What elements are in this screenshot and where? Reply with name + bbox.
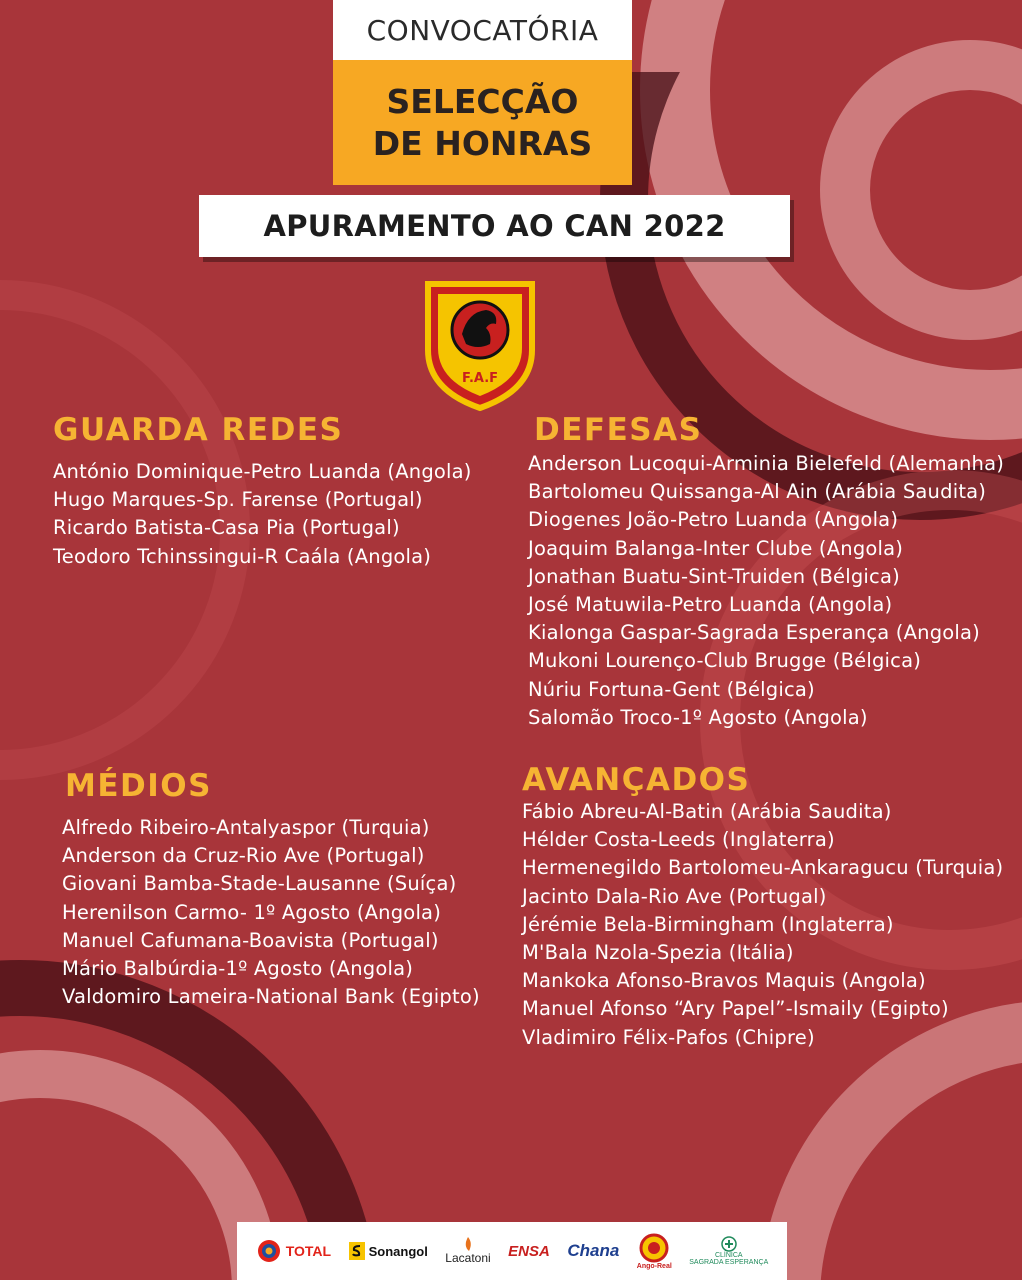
section-midfielders [62,768,480,1011]
sonangol-logo-icon [349,1242,365,1260]
sponsor-sonangol [349,1242,428,1260]
list-item: Alfredo Ribeiro-Antalyaspor (Turquia) [62,816,430,839]
list-item: Herenilson Carmo- 1º Agosto (Angola) [62,900,442,924]
sponsor-chana [567,1241,619,1261]
forwards-list [522,798,1003,1052]
midfielders-title: MÉDIOS [65,768,212,804]
list-item: Diogenes João-Petro Luanda (Angola) [528,508,899,532]
ensa-label: ENSA [508,1242,550,1260]
list-item: Kialonga Gaspar-Sagrada Esperança (Angola) [528,621,980,645]
angoreal-label: Ango-Real [636,1262,672,1270]
sonangol-label: Sonangol [368,1243,428,1259]
clinica-label-2: SAGRADA ESPERANÇA [689,1259,769,1266]
sponsor-total [256,1238,331,1264]
list-item: Hermenegildo Bartolomeu-Ankaragucu (Turquia) [522,856,1004,880]
list-item: Anderson da Cruz-Rio Ave (Portugal) [62,844,425,868]
lacatoni-flame-icon [462,1237,474,1251]
total-label: TOTAL [285,1243,332,1259]
section-forwards [522,762,1003,1052]
sponsor-angoreal [637,1233,672,1270]
forwards-title: AVANÇADOS [522,762,751,798]
chana-label: Chana [567,1241,620,1260]
list-item: Fábio Abreu-Al-Batin (Arábia Saudita) [522,800,892,823]
list-item: José Matuwila-Petro Luanda (Angola) [528,593,893,617]
background-arc-top-right-pink [820,40,1022,340]
list-item: Teodoro Tchinssingui-R Caála (Angola) [53,544,432,568]
midfielders-list [62,814,480,1011]
list-item: Mankoka Afonso-Bravos Maquis (Angola) [522,969,926,993]
list-item: Jérémie Bela-Birmingham (Inglaterra) [522,912,894,936]
banner-text: APURAMENTO AO CAN 2022 [263,209,726,243]
angoreal-logo-icon [639,1233,669,1263]
list-item: Bartolomeu Quissanga-Al Ain (Arábia Saudita) [528,480,987,504]
title-line-2: DE HONRAS [372,123,593,163]
defenders-list [528,450,1004,732]
sponsor-clinica [689,1236,768,1266]
list-item: Valdomiro Lameira-National Bank (Egipto) [62,985,480,1009]
list-item: Jacinto Dala-Rio Ave (Portugal) [522,884,827,908]
header-title-box [333,60,632,185]
list-item: António Dominique-Petro Luanda (Angola) [53,460,472,483]
list-item: Mário Balbúrdia-1º Agosto (Angola) [62,957,414,981]
clinica-cross-icon [721,1236,737,1252]
list-item: Manuel Afonso “Ary Papel”-Ismaily (Egipto) [522,997,949,1021]
list-item: Anderson Lucoqui-Arminia Bielefeld (Alemanha) [528,452,1005,475]
sponsor-lacatoni [445,1237,490,1265]
header-banner [199,195,790,257]
list-item: Salomão Troco-1º Agosto (Angola) [528,705,868,729]
lacatoni-label: Lacatoni [445,1251,491,1265]
list-item: Vladimiro Félix-Pafos (Chipre) [522,1025,815,1049]
list-item: Núriu Fortuna-Gent (Bélgica) [528,677,815,701]
list-item: Jonathan Buatu-Sint-Truiden (Bélgica) [528,564,900,588]
crest-label: F.A.F [461,371,499,386]
goalkeepers-title: GUARDA REDES [53,412,344,448]
sponsors-bar [237,1222,787,1280]
defenders-title: DEFESAS [534,412,703,448]
total-logo-icon [256,1238,282,1264]
section-goalkeepers [53,412,472,571]
list-item: Hugo Marques-Sp. Farense (Portugal) [53,488,423,512]
clinica-label-1: CLÍNICA [714,1252,743,1259]
list-item: Hélder Costa-Leeds (Inglaterra) [522,828,835,852]
list-item: Joaquim Balanga-Inter Clube (Angola) [528,536,904,560]
faf-crest-logo [420,272,540,412]
kicker-text: CONVOCATÓRIA [366,13,599,47]
header-kicker [333,0,632,60]
title-line-1: SELECÇÃO [386,81,579,121]
sponsor-ensa [508,1243,550,1260]
list-item: M'Bala Nzola-Spezia (Itália) [522,941,794,965]
goalkeepers-list [53,458,472,571]
list-item: Mukoni Lourenço-Club Brugge (Bélgica) [528,649,922,673]
list-item: Manuel Cafumana-Boavista (Portugal) [62,928,439,952]
list-item: Ricardo Batista-Casa Pia (Portugal) [53,516,400,540]
list-item: Giovani Bamba-Stade-Lausanne (Suíça) [62,872,457,896]
section-defenders [528,412,1004,732]
